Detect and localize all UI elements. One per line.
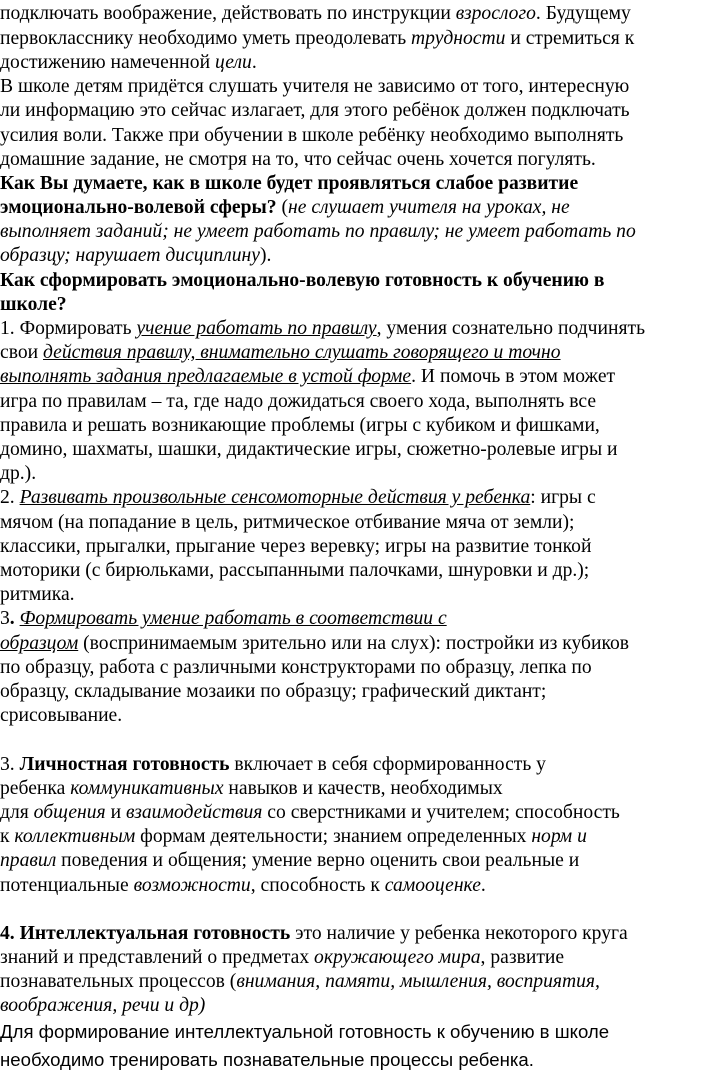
underlined-text: Формировать умение работать в соответствии с <box>19 608 447 629</box>
text-line <box>0 414 704 438</box>
bold-text: Как Вы думаете, как в школе будет проявляться слабое развитие <box>0 173 579 194</box>
text-line <box>0 390 704 414</box>
text-line <box>0 172 704 196</box>
text-span: , способность к <box>250 875 385 896</box>
text-line <box>0 946 704 970</box>
text-span: к <box>0 826 15 847</box>
text-line <box>0 244 704 268</box>
text-span: , умения сознательно подчинять <box>376 318 646 339</box>
italic-text: образцу; нарушает дисциплину <box>0 245 260 266</box>
text-line <box>0 801 704 825</box>
text-line <box>0 583 704 607</box>
text-span: усилия воли. Также при обучении в школе ребёнку необходимо выполнять <box>0 125 624 146</box>
text-line <box>0 2 704 26</box>
text-span: формам деятельности; знанием определенных <box>135 826 532 847</box>
text-line <box>0 27 704 51</box>
text-line <box>0 75 704 99</box>
underlined-text: выполнять задания предлагаемые в устой форме <box>0 366 412 387</box>
text-line <box>0 269 704 293</box>
italic-text: цели <box>214 52 252 73</box>
italic-text: возможности <box>133 875 251 896</box>
text-span: 2. <box>0 487 20 508</box>
italic-text: внимания, памяти, мышления, восприятия, <box>236 971 600 992</box>
italic-text: общения <box>33 802 106 823</box>
text-line <box>0 704 704 728</box>
text-line <box>0 220 704 244</box>
text-line <box>0 535 704 559</box>
text-span: ритмика. <box>0 584 75 605</box>
text-span: и стремиться к <box>505 28 635 49</box>
text-line <box>0 607 704 631</box>
text-line <box>0 753 704 777</box>
text-span: свои <box>0 342 43 363</box>
text-line <box>0 1020 704 1045</box>
text-span: необходимо тренировать познавательные процессы ребенка. <box>0 1049 534 1070</box>
italic-text: не слушает учителя на уроках, не <box>288 197 570 218</box>
text-span: это наличие у ребенка некоторого круга <box>290 923 628 944</box>
italic-text: правил <box>0 850 57 871</box>
italic-text: воображения, речи и др) <box>0 995 206 1016</box>
text-line <box>0 341 704 365</box>
text-line <box>0 1048 704 1073</box>
bold-text: эмоционально-волевой сферы? <box>0 197 277 218</box>
text-span: правила и решать возникающие проблемы (игры с кубиком и фишками, <box>0 415 600 436</box>
text-span: ( <box>276 197 289 218</box>
text-span: Для формирование интеллектуальной готовность к обучению в школе <box>0 1021 610 1042</box>
text-span: В школе детям придётся слушать учителя не зависимо от того, интересную <box>0 76 630 97</box>
text-span: и <box>105 802 126 823</box>
text-line <box>0 196 704 220</box>
italic-text: самооценке <box>384 875 481 896</box>
italic-text: трудности <box>411 28 506 49</box>
text-span: 1. Формировать <box>0 318 137 339</box>
text-span: : игры с <box>530 487 596 508</box>
text-span: . <box>480 875 486 896</box>
underlined-text: действия правилу, внимательно слушать говорящего и точно <box>43 342 561 363</box>
text-line <box>0 293 704 317</box>
text-line <box>0 317 704 341</box>
text-line <box>0 825 704 849</box>
text-line <box>0 124 704 148</box>
text-line <box>0 462 704 486</box>
text-span: поведения и общения; умение верно оценить свои реальные и <box>56 850 580 871</box>
text-line <box>0 438 704 462</box>
text-span: 3 <box>0 608 10 629</box>
text-span: др.). <box>0 463 37 484</box>
text-span: домино, шахматы, шашки, дидактические игры, сюжетно-ролевые игры и <box>0 439 618 460</box>
bold-text: 4. Интеллектуальная готовность <box>0 923 291 944</box>
text-line <box>0 922 704 946</box>
text-span: моторики (с бирюльками, рассыпанными палочками, шнуровки и др.); <box>0 560 590 581</box>
text-span: потенциальные <box>0 875 134 896</box>
text-line <box>0 365 704 389</box>
text-span: игра по правилам – та, где надо дожидаться своего хода, выполнять все <box>0 391 597 412</box>
text-span: образцу, складывание мозаики по образцу; графический диктант; <box>0 681 547 702</box>
italic-text: норм и <box>531 826 587 847</box>
text-line <box>0 511 704 535</box>
text-line <box>0 994 704 1018</box>
text-span: классики, прыгалки, прыгание через веревку; игры на развитие тонкой <box>0 536 592 557</box>
text-line <box>0 874 704 898</box>
text-span: для <box>0 802 34 823</box>
text-line <box>0 559 704 583</box>
text-span: , развитие <box>480 947 565 968</box>
text-span: достижению намеченной <box>0 52 215 73</box>
italic-text: коллективным <box>14 826 136 847</box>
underlined-text: образцом <box>0 633 79 654</box>
italic-text: взаимодействия <box>125 802 263 823</box>
underlined-text: Развивать произвольные сенсомоторные действия у ребенка <box>19 487 531 508</box>
text-span: со сверстниками и учителем; способность <box>262 802 620 823</box>
text-span: . <box>251 52 257 73</box>
text-span: срисовывание. <box>0 705 123 726</box>
bold-text: Личностная готовность <box>19 754 230 775</box>
italic-text: окружающего мира <box>314 947 481 968</box>
bold-text: . <box>9 608 15 629</box>
text-span: (воспринимаемым зрительно или на слух): постройки из кубиков <box>78 633 630 654</box>
text-line <box>0 148 704 172</box>
text-span: по образцу, работа с различными конструкторами по образцу, лепка по <box>0 657 592 678</box>
text-line <box>0 99 704 123</box>
italic-text: выполняет заданий; не умеет работать по правилу; не умеет работать по <box>0 221 636 242</box>
text-line <box>0 849 704 873</box>
text-span: ли информацию это сейчас излагает, для этого ребёнок должен подключать <box>0 100 630 121</box>
text-span: включает в себя сформированность у <box>229 754 546 775</box>
text-span: мячом (на попадание в цель, ритмическое отбивание мяча от земли); <box>0 512 575 533</box>
text-span: 3. <box>0 754 20 775</box>
text-span: домашние задание, не смотря на то, что сейчас очень хочется погулять. <box>0 149 596 170</box>
bold-text: Как сформировать эмоционально-волевую готовность к обучению в <box>0 270 605 291</box>
text-span: познавательных процессов ( <box>0 971 237 992</box>
italic-text: коммуникативных <box>70 778 224 799</box>
text-span: навыков и качеств, необходимых <box>223 778 503 799</box>
text-span: . Будущему <box>535 3 631 24</box>
text-span: ). <box>259 245 272 266</box>
bold-text: школе? <box>0 294 67 315</box>
underlined-text: учение работать по правилу <box>136 318 377 339</box>
text-line <box>0 486 704 510</box>
text-span: . И помочь в этом может <box>411 366 616 387</box>
italic-text: взрослого <box>455 3 536 24</box>
text-span: знаний и представлений о предметах <box>0 947 315 968</box>
text-line <box>0 777 704 801</box>
text-line <box>0 970 704 994</box>
text-line <box>0 632 704 656</box>
text-span: первокласснику необходимо уметь преодолевать <box>0 28 412 49</box>
text-span: подключать воображение, действовать по инструкции <box>0 3 456 24</box>
text-span: ребенка <box>0 778 71 799</box>
text-line <box>0 680 704 704</box>
text-line <box>0 51 704 75</box>
text-line <box>0 656 704 680</box>
